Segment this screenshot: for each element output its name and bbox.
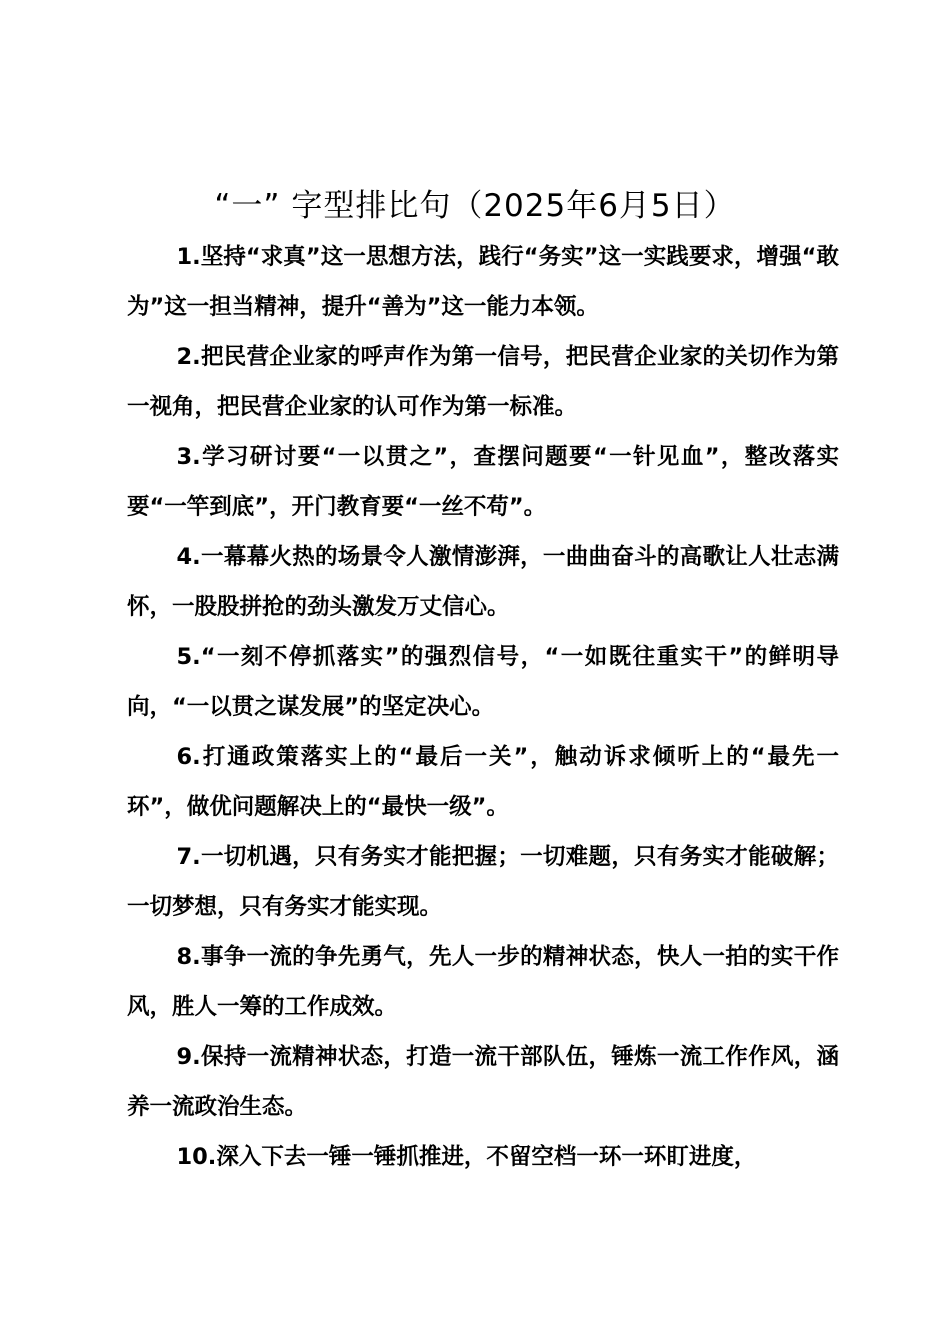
paragraph-6: 6.打通政策落实上的“最后一关”，触动诉求倾听上的“最先一环”，做优问题解决上的“最快一级”。 (127, 744, 839, 820)
paragraph-8: 8.事争一流的争先勇气，先人一步的精神状态，快人一拍的实干作风，胜人一筹的工作成效。 (127, 944, 839, 1020)
paragraph-10: 10.深入下去一锤一锤抓推进，不留空档一环一环盯进度， (176, 1144, 757, 1170)
paragraph-4: 4.一幕幕火热的场景令人激情澎湃，一曲曲奋斗的高歌让人壮志满怀，一股股拼抢的劲头激发万丈信心。 (127, 544, 839, 620)
paragraph-7: 7.一切机遇，只有务实才能把握；一切难题，只有务实才能破解；一切梦想，只有务实才能实现。 (127, 844, 839, 920)
document-body (127, 232, 839, 1182)
paragraph-1: 1.坚持“求真”这一思想方法，践行“务实”这一实践要求，增强“敢为”这一担当精神，提升“善为”这一能力本领。 (127, 244, 839, 320)
paragraph-2: 2.把民营企业家的呼声作为第一信号，把民营企业家的关切作为第一视角，把民营企业家的认可作为第一标准。 (127, 344, 839, 420)
document-title: “一” 字型排比句（2025年6月5日） (214, 188, 736, 224)
paragraph-5: 5.“一刻不停抓落实”的强烈信号，“一如既往重实干”的鲜明导向，“一以贯之谋发展”的坚定决心。 (127, 644, 839, 720)
paragraph-9: 9.保持一流精神状态，打造一流干部队伍，锤炼一流工作作风，涵养一流政治生态。 (127, 1044, 839, 1120)
paragraph-3: 3.学习研讨要“一以贯之”，查摆问题要“一针见血”，整改落实要“一竿到底”，开门教育要“一丝不苟”。 (127, 444, 839, 520)
